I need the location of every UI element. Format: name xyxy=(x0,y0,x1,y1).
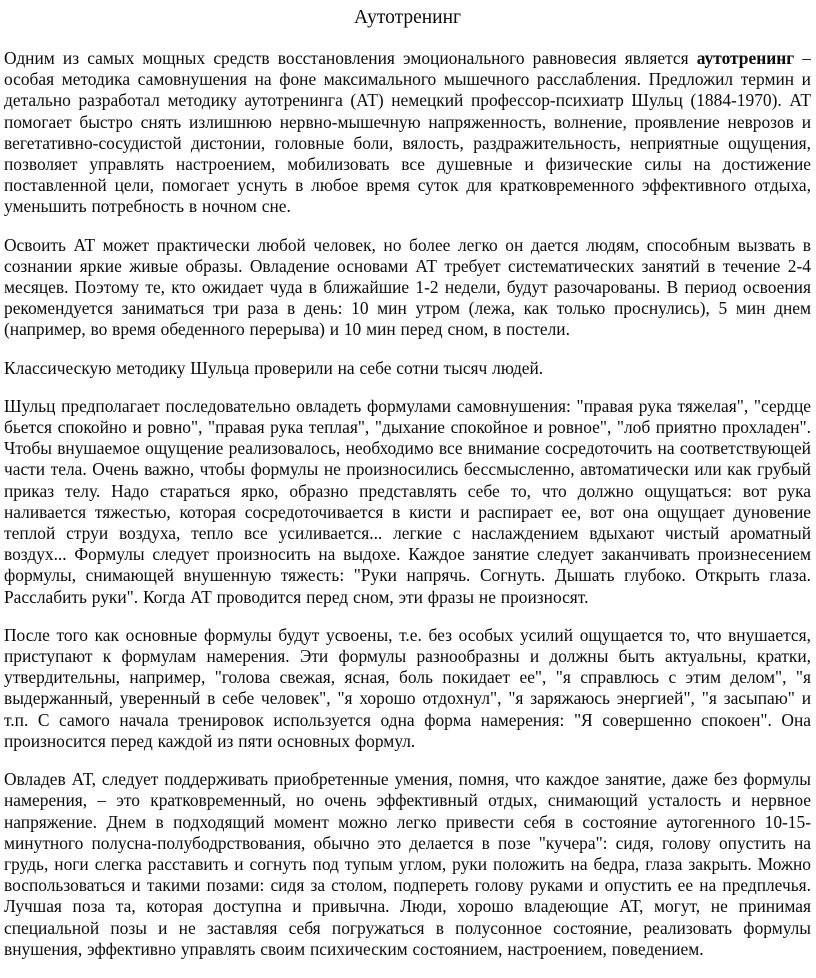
paragraph-intro xyxy=(4,48,811,218)
paragraph-intention-formulas: После того как основные формулы будут усвоены, т.е. без особых усилий ощущается то, что внушается, приступают к формулам намерения. Эти формулы разнообразны и должны быть актуальны, кратки, утвердительны, например, "голова свежая, ясная, боль покидает ее", "я справлюсь с этим делом", "я выдержанный, уверенный в себе человек", "я хорошо отдохнул", "я заряжаюсь энергией", "я засыпаю" и т.п. С самого начала тренировок используется одна форма намерения: "Я совершенно спокоен". Она произносится перед каждой из пяти основных формул. xyxy=(4,624,811,751)
bold-term-autotraining: аутотренинг xyxy=(696,48,795,68)
paragraph-maintaining-skills: Овладев АТ, следует поддерживать приобретенные умения, помня, что каждое занятие, даже без формулы намерения, – это кратковременный, но очень эффективный отдых, снимающий усталость и нервное напряжение. Днем в подходящий момент можно легко привести себя в состояние аутогенного 10-15-минутного полусна-полубодрствования, обычно это делается в позе "кучера": сидя, голову опустить на грудь, ноги слегка расставить и согнуть под тупым углом, руки положить на бедра, глаза закрыть. Можно воспользоваться и такими позами: сидя за столом, подпереть голову руками и опустить ее на предплечья. Лучшая поза та, которая доступна и привычна. Люди, хорошо владеющие АТ, могут, не принимая специальной позы и не заставляя себя погружаться в полусонное состояние, реализовать формулы внушения, эффективно управлять своим психическим состоянием, настроением, поведением. xyxy=(4,769,811,959)
paragraph-intro-text-post: – особая методика самовнушения на фоне максимального мышечного расслабления. Предложил термин и детально разработал методику аутотренинга (АТ) немецкий профессор-психиатр Шульц (1884-1970). АТ помогает быстро снять излишнюю нервно-мышечную напряженность, волнение, проявление неврозов и вегетативно-сосудистой дистонии, головные боли, вялость, раздражительность, неприятные ощущения, позволяет управлять настроением, мобилизовать все душевные и физические силы на достижение поставленной цели, помогает уснуть в любое время суток для кратковременного эффективного отдыха, уменьшить потребность в ночном сне. xyxy=(4,48,811,217)
document-title: Аутотренинг xyxy=(353,7,462,28)
paragraph-intro-text-pre: Одним из самых мощных средств восстановления эмоционального равновесия является xyxy=(4,48,697,68)
paragraph-classic-method: Классическую методику Шульца проверили на себе сотни тысяч людей. xyxy=(4,357,544,378)
paragraph-formulas: Шульц предполагает последовательно овладеть формулами самовнушения: "правая рука тяжелая", "сердце бьется спокойно и ровно", "правая рука теплая", "дыхание спокойное и ровное", "лоб приятно прохладен". Чтобы внушаемое ощущение реализовалось, необходимо все внимание сосредоточить на соответствующей части тела. Очень важно, чтобы формулы не произносились бессмысленно, автоматически или как грубый приказ телу. Надо стараться ярко, образно представлять себе то, что должно ощущаться: вот рука наливается тяжестью, которая сосредоточивается в кисти и распирает ее, вот она ощущает дуновение теплой струи воздуха, тепло все усиливается... легкие с наслаждением вдыхают чистый ароматный воздух... Формулы следует произносить на выдохе. Каждое занятие следует заканчивать произнесением формулы, снимающей внушенную тяжесть: "Руки напрячь. Согнуть. Дышать глубоко. Открыть глаза. Расслабить руки". Когда АТ проводится перед сном, эти фразы не произносят. xyxy=(4,395,811,607)
paragraph-mastering: Освоить АТ может практически любой человек, но более легко он дается людям, способным вызвать в сознании яркие живые образы. Овладение основами АТ требует систематических занятий в течение 2-4 месяцев. Поэтому те, кто ожидает чуда в ближайшие 1-2 недели, будут разочарованы. В период освоения рекомендуется заниматься три раза в день: 10 мин утром (лежа, как только проснулись), 5 мин днем (например, во время обеденного перерыва) и 10 мин перед сном, в постели. xyxy=(4,234,811,340)
